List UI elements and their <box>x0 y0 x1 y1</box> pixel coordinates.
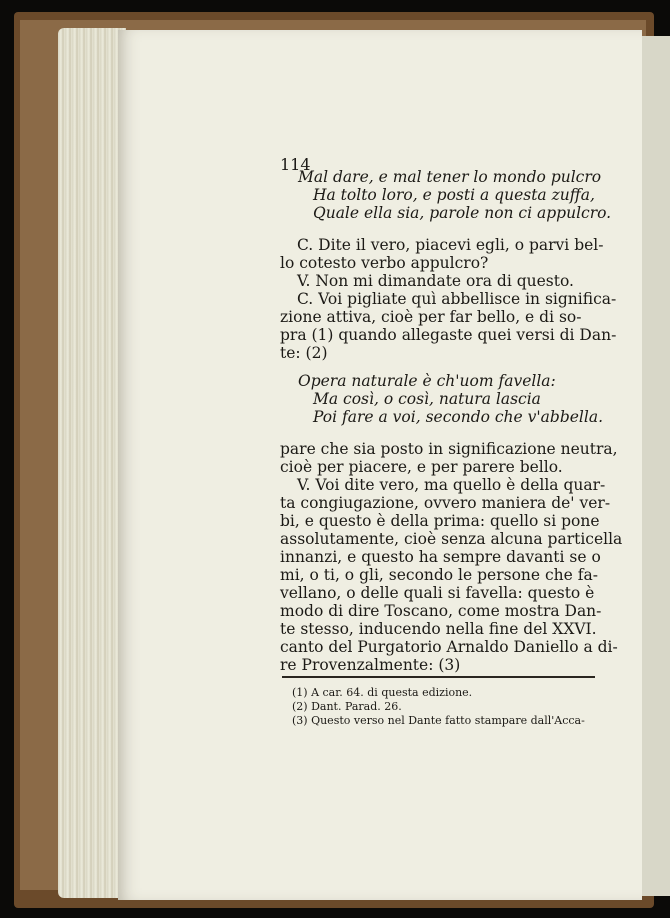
para2-line-3: V. Voi dite vero, ma quello è della quar- <box>297 476 606 494</box>
verse1-line-2: Ha tolto loro, e posti a questa zuffa, <box>313 186 595 204</box>
para2-line-7: innanzi, e questo ha sempre davanti se o <box>280 548 601 566</box>
para2-line-5: bi, e questo è della prima: quello si pone <box>280 512 600 530</box>
verse1-line-3: Quale ella sia, parole non ci appulcro. <box>313 204 612 222</box>
para2-line-6: assolutamente, cioè senza alcuna particella <box>280 530 623 548</box>
verse2-line-3: Poi fare a voi, secondo che v'abbella. <box>313 408 603 426</box>
para1-line-3: V. Non mi dimandate ora di questo. <box>297 272 574 290</box>
para1-line-7: te: (2) <box>280 344 328 362</box>
facing-page-edge <box>642 36 670 896</box>
page-number: 114 <box>280 155 311 174</box>
para2-line-11: te stesso, inducendo nella fine del XXVI. <box>280 620 597 638</box>
para2-line-9: vellano, o delle quali si favella: questo è <box>280 584 595 602</box>
para2-line-8: mi, o ti, o gli, secondo le persone che fa- <box>280 566 598 584</box>
para2-line-4: ta congiugazione, ovvero maniera de' ver- <box>280 494 611 512</box>
para2-line-13: re Provenzalmente: (3) <box>280 656 461 674</box>
verse1-line-1: Mal dare, e mal tener lo mondo pulcro <box>298 168 602 186</box>
page-edges <box>58 28 126 898</box>
para1-line-5: zione attiva, cioè per far bello, e di so- <box>280 308 582 326</box>
footnote-2: (2) Dant. Parad. 26. <box>292 700 402 713</box>
para1-line-6: pra (1) quando allegaste quei versi di Dan- <box>280 326 617 344</box>
para2-line-10: modo di dire Toscano, come mostra Dan- <box>280 602 602 620</box>
para1-line-2: lo cotesto verbo appulcro? <box>280 254 489 272</box>
verse2-line-1: Opera naturale è ch'uom favella: <box>298 372 556 390</box>
footnote-1: (1) A car. 64. di questa edizione. <box>292 686 473 699</box>
para2-line-1: pare che sia posto in significazione neutra, <box>280 440 618 458</box>
footnote-rule <box>282 676 595 678</box>
verse2-line-2: Ma così, o così, natura lascia <box>313 390 541 408</box>
footnote-3: (3) Questo verso nel Dante fatto stampare dall'Acca- <box>292 714 585 727</box>
para2-line-12: canto del Purgatorio Arnaldo Daniello a di- <box>280 638 618 656</box>
para1-line-1: C. Dite il vero, piacevi egli, o parvi bel- <box>297 236 604 254</box>
para1-line-4: C. Voi pigliate quì abbellisce in significa- <box>297 290 617 308</box>
para2-line-2: cioè per piacere, e per parere bello. <box>280 458 563 476</box>
